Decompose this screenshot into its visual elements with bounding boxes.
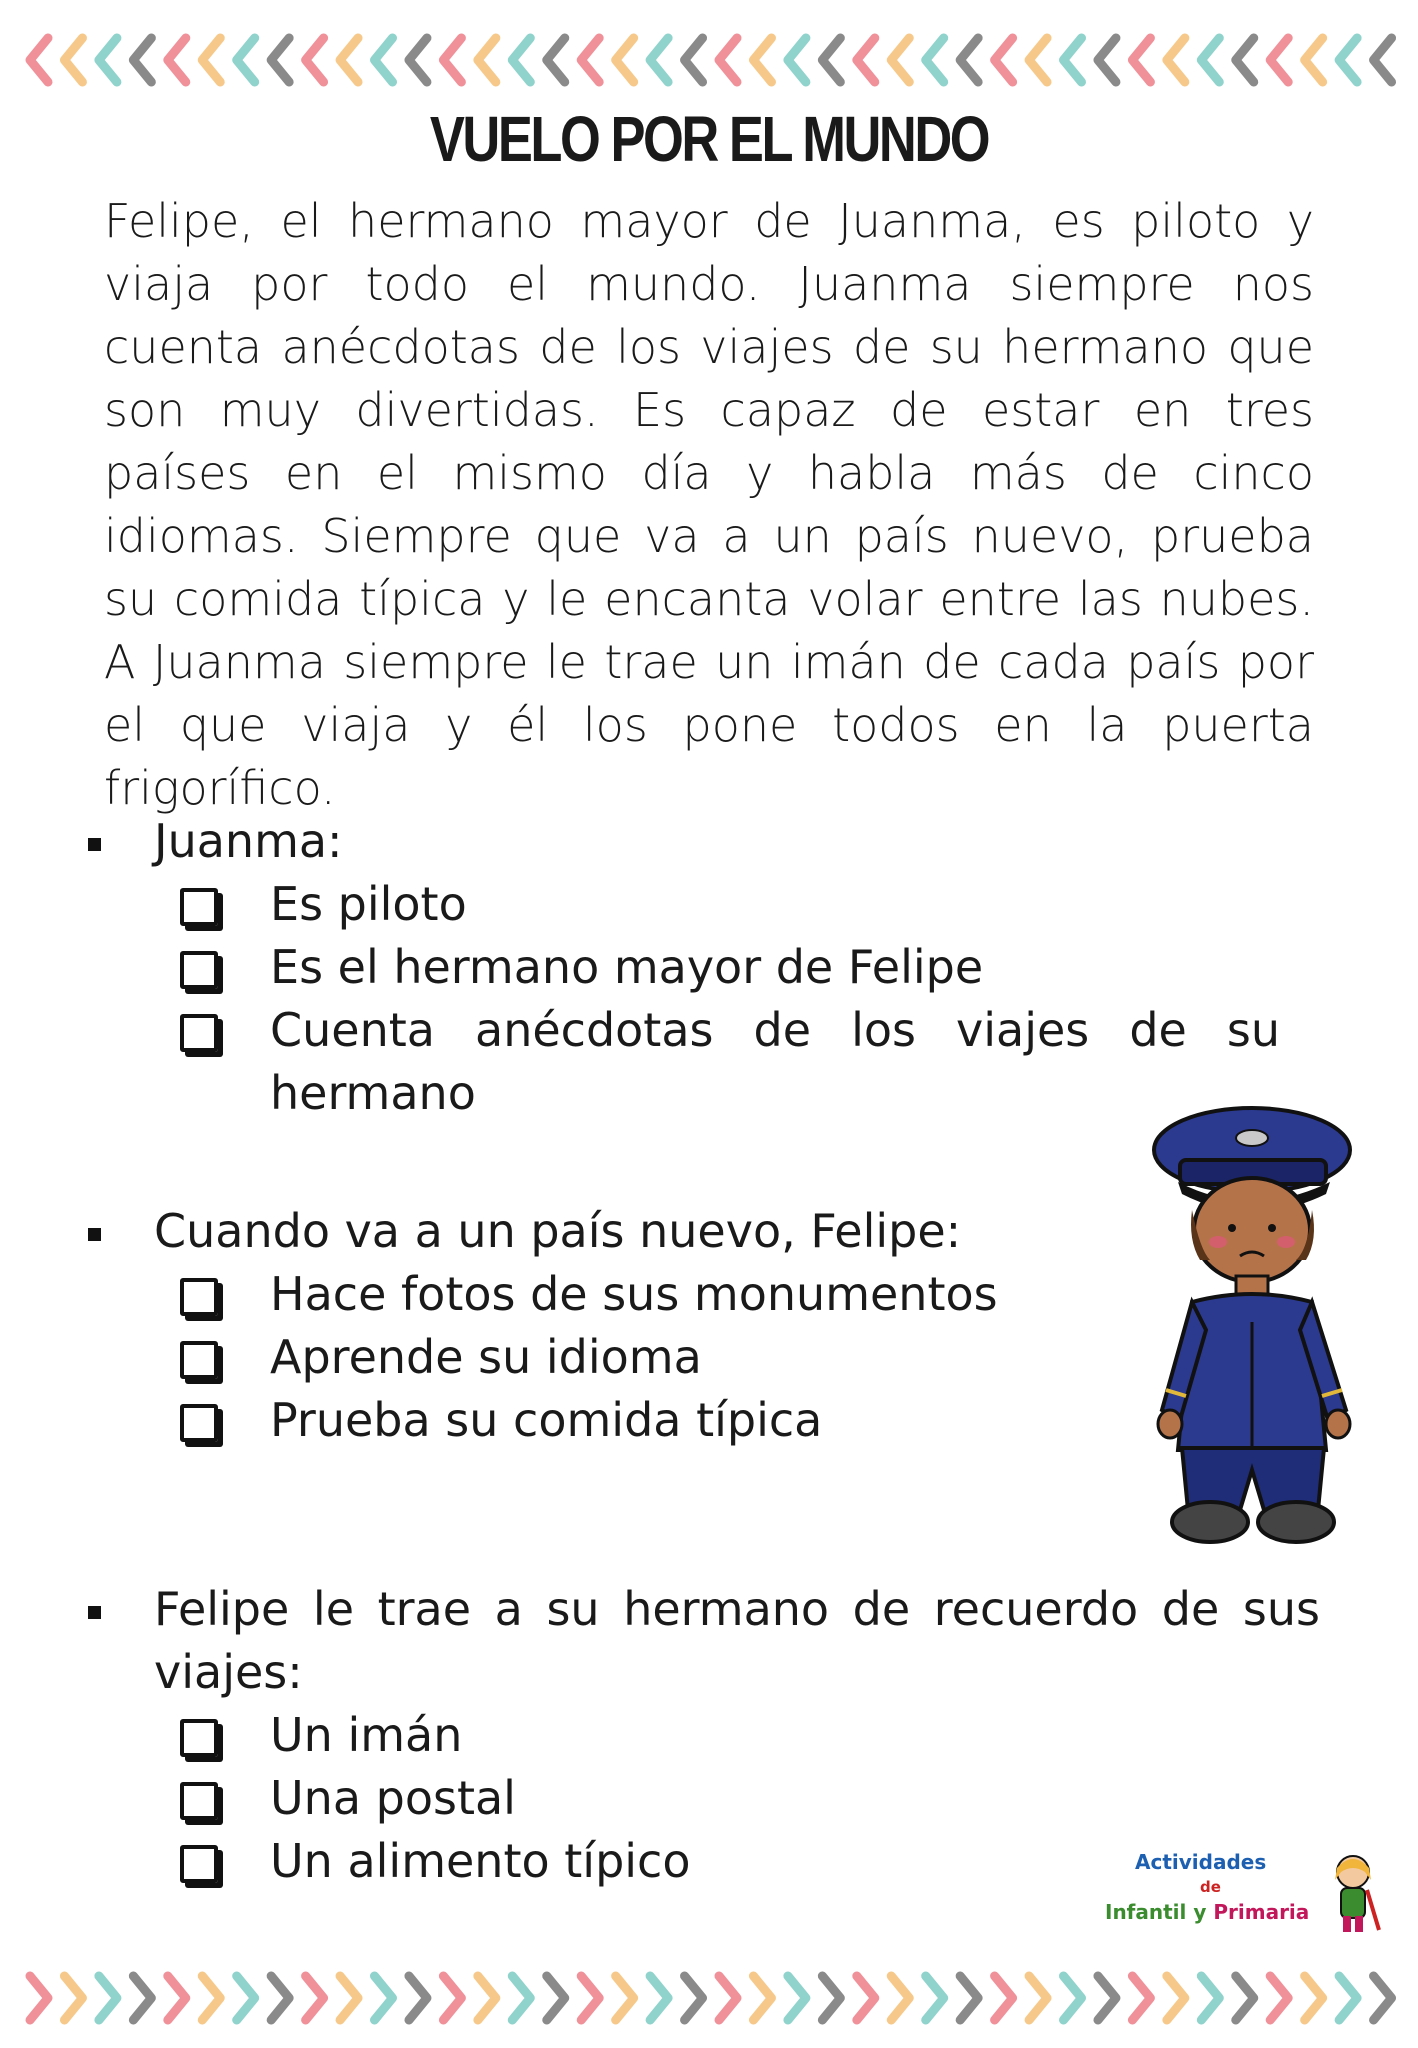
answer-option-label: Un imán	[270, 1708, 463, 1762]
pilot-illustration	[1140, 1090, 1370, 1550]
question-prompt	[80, 1578, 1320, 1704]
reading-passage: Felipe, el hermano mayor de Juanma, es piloto y viaja por todo el mundo. Juanma siempre nos cuenta anécdotas de los viajes de su hermano que son muy divertidas. Es capaz de estar en tres países en el mismo día y habla más de cinco idiomas. Siempre que va a un país nuevo, prueba su comida típica y le encanta volar entre las nubes. A Juanma siempre le trae un imán de cada país por el que viaja y él los pone todos en la puerta frigorífico.	[104, 194, 1314, 815]
checkbox-icon[interactable]	[180, 951, 218, 989]
answer-option-label: Cuenta anécdotas de los viajes de su hermano	[270, 1003, 1280, 1120]
question-1	[80, 810, 1320, 1125]
chevron-mark	[650, 1976, 668, 2020]
chevron-mark	[616, 38, 634, 82]
answer-option[interactable]	[180, 1767, 1320, 1830]
chevron-mark	[960, 1976, 978, 2020]
chevron-mark	[1064, 38, 1082, 82]
chevron-mark	[340, 1976, 358, 2020]
answer-option-label: Es piloto	[270, 877, 467, 931]
chevron-mark	[891, 38, 909, 82]
chevron-mark	[99, 1976, 117, 2020]
logo-line-1: Actividades	[1135, 1850, 1267, 1874]
chevron-mark	[1167, 38, 1185, 82]
chevron-mark	[753, 38, 771, 82]
answer-option[interactable]	[180, 999, 1280, 1125]
chevron-mark	[1132, 38, 1150, 82]
chevron-mark	[1236, 1976, 1254, 2020]
question-2	[80, 1200, 1320, 1452]
chevron-mark	[306, 1976, 324, 2020]
chevron-mark	[306, 38, 324, 82]
chevron-mark	[616, 1976, 634, 2020]
checkbox-icon[interactable]	[180, 1404, 218, 1442]
chevron-mark	[1029, 1976, 1047, 2020]
question-prompt-text: Felipe le trae a su hermano de recuerdo de sus viajes:	[154, 1582, 1320, 1699]
chevron-mark	[512, 38, 530, 82]
checkbox-icon[interactable]	[180, 1278, 218, 1316]
chevron-mark	[788, 38, 806, 82]
answer-option-label: Una postal	[270, 1771, 516, 1825]
bottom-chevron-border	[20, 1968, 1398, 2028]
chevron-mark	[168, 1976, 186, 2020]
chevron-mark	[857, 38, 875, 82]
checkbox-icon[interactable]	[180, 1341, 218, 1379]
answer-option-label: Aprende su idioma	[270, 1330, 702, 1384]
chevron-mark	[891, 1976, 909, 2020]
chevron-mark	[1270, 1976, 1288, 2020]
chevron-mark	[1339, 1976, 1357, 2020]
worksheet-title: VUELO POR EL MUNDO	[429, 103, 989, 175]
chevron-mark	[1064, 1976, 1082, 2020]
chevron-mark	[857, 1976, 875, 2020]
chevron-mark	[1098, 38, 1116, 82]
chevron-mark	[547, 1976, 565, 2020]
chevron-mark	[753, 1976, 771, 2020]
chevron-mark	[1305, 38, 1323, 82]
chevron-mark	[1305, 1976, 1323, 2020]
chevron-mark	[650, 38, 668, 82]
checkbox-icon[interactable]	[180, 888, 218, 926]
chevron-mark	[271, 38, 289, 82]
checkbox-icon[interactable]	[180, 1014, 218, 1052]
answer-options	[80, 873, 1280, 1125]
checkbox-icon[interactable]	[180, 1845, 218, 1883]
chevron-mark	[547, 38, 565, 82]
chevron-mark	[685, 1976, 703, 2020]
answer-option-label: Un alimento típico	[270, 1834, 691, 1888]
chevron-mark	[581, 1976, 599, 2020]
chevron-mark	[1236, 38, 1254, 82]
chevron-mark	[581, 38, 599, 82]
chevron-mark	[926, 1976, 944, 2020]
chevron-border-icon	[20, 1968, 1398, 2028]
chevron-mark	[133, 38, 151, 82]
chevron-mark	[202, 38, 220, 82]
answer-option-label: Hace fotos de sus monumentos	[270, 1267, 998, 1321]
chevron-mark	[375, 38, 393, 82]
answer-option[interactable]	[180, 936, 1280, 999]
chevron-mark	[237, 38, 255, 82]
chevron-mark	[409, 38, 427, 82]
chevron-mark	[995, 38, 1013, 82]
chevron-border-icon	[20, 30, 1398, 90]
question-prompt	[80, 810, 1320, 873]
answer-option-label: Es el hermano mayor de Felipe	[270, 940, 984, 994]
bullet-icon	[88, 1228, 101, 1241]
bullet-icon	[88, 838, 101, 851]
chevron-mark	[512, 1976, 530, 2020]
chevron-mark	[926, 38, 944, 82]
chevron-mark	[1339, 38, 1357, 82]
chevron-mark	[133, 1976, 151, 2020]
chevron-mark	[1201, 1976, 1219, 2020]
chevron-mark	[64, 38, 82, 82]
chevron-mark	[788, 1976, 806, 2020]
chevron-mark	[1167, 1976, 1185, 2020]
chevron-mark	[995, 1976, 1013, 2020]
logo-line-3a: Infantil y	[1105, 1900, 1214, 1924]
logo-line-3b: Primaria	[1213, 1900, 1310, 1924]
answer-option[interactable]	[180, 873, 1280, 936]
chevron-mark	[719, 38, 737, 82]
answer-option-label: Prueba su comida típica	[270, 1393, 823, 1447]
chevron-mark	[960, 38, 978, 82]
chevron-mark	[168, 38, 186, 82]
chevron-mark	[1029, 38, 1047, 82]
logo-line-3	[1105, 1900, 1309, 1924]
publisher-logo	[1105, 1850, 1385, 1940]
chevron-mark	[478, 1976, 496, 2020]
chevron-mark	[237, 1976, 255, 2020]
chevron-mark	[685, 38, 703, 82]
answer-options	[80, 1263, 1320, 1452]
chevron-mark	[443, 1976, 461, 2020]
chevron-mark	[1374, 38, 1392, 82]
chevron-mark	[822, 38, 840, 82]
answer-option[interactable]	[180, 1704, 1320, 1767]
chevron-mark	[340, 38, 358, 82]
chevron-mark	[271, 1976, 289, 2020]
chevron-mark	[719, 1976, 737, 2020]
checkbox-icon[interactable]	[180, 1719, 218, 1757]
logo-girl-icon	[1323, 1850, 1383, 1938]
chevron-mark	[30, 1976, 48, 2020]
chevron-mark	[30, 38, 48, 82]
chevron-mark	[478, 38, 496, 82]
checkbox-icon[interactable]	[180, 1782, 218, 1820]
chevron-mark	[1132, 1976, 1150, 2020]
chevron-mark	[99, 38, 117, 82]
top-chevron-border	[20, 30, 1398, 90]
question-prompt-text: Juanma:	[154, 814, 343, 868]
chevron-mark	[375, 1976, 393, 2020]
question-prompt	[80, 1200, 1320, 1263]
chevron-mark	[1270, 38, 1288, 82]
question-3	[80, 1578, 1320, 1893]
chevron-mark	[443, 38, 461, 82]
chevron-mark	[409, 1976, 427, 2020]
bullet-icon	[88, 1606, 101, 1619]
chevron-mark	[64, 1976, 82, 2020]
chevron-mark	[1374, 1976, 1392, 2020]
chevron-mark	[1201, 38, 1219, 82]
logo-line-2: de	[1200, 1878, 1221, 1896]
chevron-mark	[202, 1976, 220, 2020]
question-prompt-text: Cuando va a un país nuevo, Felipe:	[154, 1204, 962, 1258]
chevron-mark	[1098, 1976, 1116, 2020]
chevron-mark	[822, 1976, 840, 2020]
